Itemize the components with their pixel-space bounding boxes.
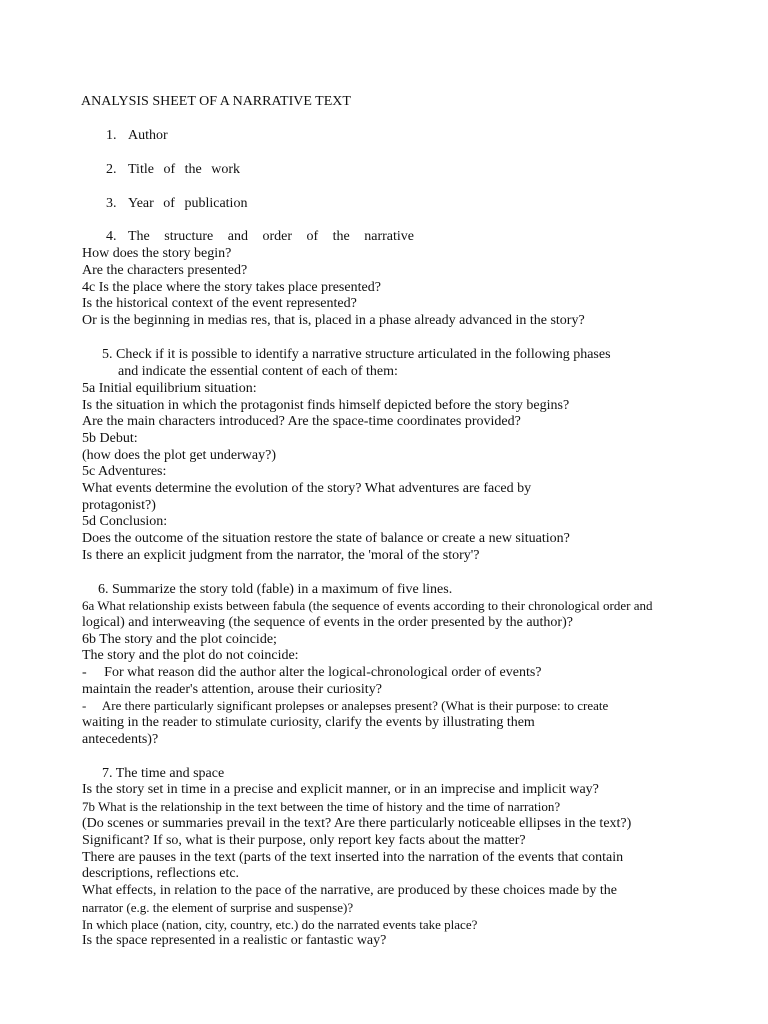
list-number-3: 3. <box>106 196 117 211</box>
list-item-title-of-work: Title of the work <box>128 162 240 177</box>
section5-line: What events determine the evolution of the story? What adventures are faced by <box>82 481 532 496</box>
section7-line: Is the space represented in a realistic or fantastic way? <box>82 933 387 948</box>
section4-line: Is the historical context of the event represented? <box>82 296 357 311</box>
list-item-narrative-structure-continued: and indicate the essential content of each of them: <box>118 364 398 379</box>
section7-line: 7b What is the relationship in the text between the time of history and the time of narration? <box>82 799 561 814</box>
section6-line: waiting in the reader to stimulate curiosity, clarify the events by illustrating them <box>82 715 535 730</box>
section5-line: (how does the plot get underway?) <box>82 448 276 463</box>
section7-line: Is the story set in time in a precise and explicit manner, or in an imprecise and implicit way? <box>82 782 599 797</box>
section5-line: 5a Initial equilibrium situation: <box>82 381 257 396</box>
section7-line: What effects, in relation to the pace of the narrative, are produced by these choices made by the <box>82 883 618 898</box>
section6-line: antecedents)? <box>82 732 159 747</box>
list-item-time-and-space: 7. The time and space <box>102 766 225 781</box>
section5-line: 5b Debut: <box>82 431 138 446</box>
section4-line: How does the story begin? <box>82 246 232 261</box>
list-number-1: 1. <box>106 128 117 143</box>
section7-line: descriptions, reflections etc. <box>82 866 240 881</box>
section6-line: 6b The story and the plot coincide; <box>82 632 277 647</box>
section7-line: narrator (e.g. the element of surprise and suspense)? <box>82 900 354 915</box>
section5-line: Is there an explicit judgment from the narrator, the 'moral of the story'? <box>82 548 480 563</box>
section5-line: 5d Conclusion: <box>82 514 168 529</box>
section6-line: 6a What relationship exists between fabula (the sequence of events according to their chronological order and <box>82 598 653 613</box>
list-item-author: Author <box>128 128 168 143</box>
section5-line: Does the outcome of the situation restore the state of balance or create a new situation? <box>82 531 570 546</box>
section7-line: There are pauses in the text (parts of the text inserted into the narration of the events that contain <box>82 850 624 865</box>
section4-line: Or is the beginning in medias res, that is, placed in a phase already advanced in the story? <box>82 313 585 328</box>
section6-line: The story and the plot do not coincide: <box>82 648 299 663</box>
section6-line: maintain the reader's attention, arouse their curiosity? <box>82 682 382 697</box>
section5-line: Is the situation in which the protagonist finds himself depicted before the story begins? <box>82 398 570 413</box>
section7-line: In which place (nation, city, country, etc.) do the narrated events take place? <box>82 917 478 932</box>
list-number-4: 4. <box>106 229 117 244</box>
list-item-structure-and-order: The structure and order of the narrative <box>128 229 415 244</box>
document-title: ANALYSIS SHEET OF A NARRATIVE TEXT <box>81 94 351 109</box>
list-number-2: 2. <box>106 162 117 177</box>
list-item-summarize-story: 6. Summarize the story told (fable) in a maximum of five lines. <box>98 582 453 597</box>
section7-line: Significant? If so, what is their purpose, only report key facts about the matter? <box>82 833 526 848</box>
section5-line: 5c Adventures: <box>82 464 167 479</box>
list-item-narrative-structure: 5. Check if it is possible to identify a narrative structure articulated in the following phases <box>102 347 611 362</box>
section5-line: Are the main characters introduced? Are the space-time coordinates provided? <box>82 414 521 429</box>
list-item-year-of-publication: Year of publication <box>128 196 248 211</box>
section5-line: protagonist?) <box>82 498 156 513</box>
section4-line: Are the characters presented? <box>82 263 248 278</box>
section6-line: logical) and interweaving (the sequence of events in the order presented by the author)? <box>82 615 573 630</box>
section7-line: (Do scenes or summaries prevail in the text? Are there particularly noticeable ellipses in the text?) <box>82 816 632 831</box>
section6-line: - For what reason did the author alter the logical-chronological order of events? <box>82 665 542 680</box>
section6-line: - Are there particularly significant prolepses or analepses present? (What is their purpose: to create <box>82 698 609 713</box>
section4-line: 4c Is the place where the story takes place presented? <box>82 280 381 295</box>
